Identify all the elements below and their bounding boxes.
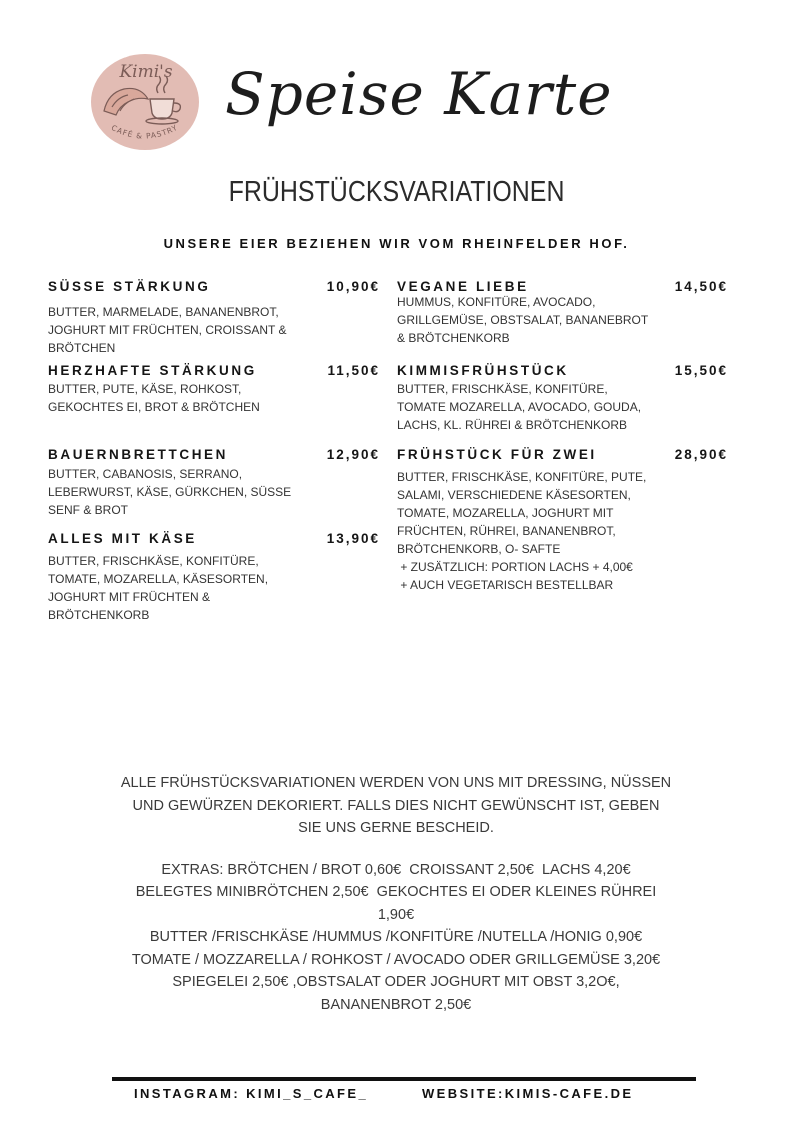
website-link[interactable]: WEBSITE:KIMIS-CAFE.DE bbox=[422, 1086, 634, 1101]
menu-item-description: BUTTER, PUTE, KÄSE, ROHKOST, GEKOCHTES EI, BROT & BRÖTCHEN bbox=[48, 382, 260, 414]
menu-script-title: Speise Karte bbox=[225, 60, 613, 128]
menu-item-name: HERZHAFTE STÄRKUNG bbox=[48, 363, 257, 378]
notes-line: ALLE FRÜHSTÜCKSVARIATIONEN WERDEN VON UNS MIT DRESSING, NÜSSEN bbox=[120, 775, 672, 791]
extras-line: BUTTER /FRISCHKÄSE /HUMMUS /KONFITÜRE /NUTELLA /HONIG 0,90€ bbox=[149, 929, 643, 945]
section-heading: FRÜHSTÜCKSVARIATIONEN bbox=[228, 176, 565, 208]
menu-item-price: 14,50€ bbox=[674, 279, 728, 294]
menu-item-description: BUTTER, FRISCHKÄSE, KONFITÜRE, PUTE, SALAMI, VERSCHIEDENE KÄSESORTEN, TOMATE, MOZARELLA, JOGHURT MIT FRÜCHTEN, RÜHREI, BANANENBROT, BRÖTCHENKORB, O- SAFTE + ZUSÄTZLICH: PORTION LACHS + 4,00€ + AUCH VEGETARISCH BESTELLBAR bbox=[397, 470, 647, 592]
menu-item-price: 11,50€ bbox=[327, 363, 380, 378]
menu-item-price: 13,90€ bbox=[326, 531, 380, 546]
instagram-handle: INSTAGRAM: KIMI_S_CAFE_ bbox=[134, 1086, 369, 1101]
menu-item-price: 15,50€ bbox=[674, 363, 728, 378]
extras-line: 1,90€ bbox=[377, 906, 415, 923]
extras-line: BELEGTES MINIBRÖTCHEN 2,50€ GEKOCHTES EI ODER KLEINES RÜHREI bbox=[135, 884, 657, 900]
extras-line: EXTRAS: BRÖTCHEN / BROT 0,60€ CROISSANT 2,50€ LACHS 4,20€ bbox=[161, 861, 631, 878]
menu-item-description: BUTTER, FRISCHKÄSE, KONFITÜRE, TOMATE MOZARELLA, AVOCADO, GOUDA, LACHS, KL. RÜHREI & BRÖTCHENKORB bbox=[397, 382, 642, 432]
menu-item-price: 12,90€ bbox=[326, 447, 380, 462]
notes-line: UND GEWÜRZEN DEKORIERT. FALLS DIES NICHT GEWÜNSCHT IST, GEBEN bbox=[132, 797, 660, 814]
menu-item-description: HUMMUS, KONFITÜRE, AVOCADO, GRILLGEMÜSE, OBSTSALAT, BANANEBROT & BRÖTCHENKORB bbox=[397, 295, 649, 345]
menu-item-description: BUTTER, MARMELADE, BANANENBROT, JOGHURT MIT FRÜCHTEN, CROISSANT & BRÖTCHEN bbox=[48, 305, 287, 355]
extras-line: BANANENBROT 2,50€ bbox=[320, 996, 472, 1013]
menu-item-name: ALLES MIT KÄSE bbox=[48, 531, 197, 546]
menu-item-name: SÜSSE STÄRKUNG bbox=[48, 279, 211, 294]
menu-item-name: VEGANE LIEBE bbox=[397, 279, 529, 294]
cafe-logo bbox=[90, 53, 200, 151]
menu-item-name: KIMMISFRÜHSTÜCK bbox=[397, 363, 569, 378]
notes-line: SIE UNS GERNE BESCHEID. bbox=[298, 820, 494, 836]
extras-line: SPIEGELEI 2,50€ ,OBSTSALAT ODER JOGHURT MIT OBST 3,2O€, bbox=[172, 974, 620, 990]
menu-item-name: FRÜHSTÜCK FÜR ZWEI bbox=[397, 447, 597, 462]
logo-tagline: CAFÉ & PASTRY bbox=[109, 122, 180, 141]
notes-block bbox=[96, 772, 696, 1016]
subtitle: UNSERE EIER BEZIEHEN WIR VOM RHEINFELDER HOF. bbox=[163, 236, 630, 251]
footer-divider bbox=[112, 1077, 696, 1081]
menu-item-description: BUTTER, FRISCHKÄSE, KONFITÜRE, TOMATE, MOZARELLA, KÄSESORTEN, JOGHURT MIT FRÜCHTEN & BRÖTCHENKORB bbox=[48, 554, 269, 622]
menu-item-description: BUTTER, CABANOSIS, SERRANO, LEBERWURST, KÄSE, GÜRKCHEN, SÜSSE SENF & BROT bbox=[48, 467, 292, 517]
logo-brand: Kimi's bbox=[119, 62, 173, 82]
menu-item-name: BAUERNBRETTCHEN bbox=[48, 447, 228, 462]
extras-line: TOMATE / MOZZARELLA / ROHKOST / AVOCADO ODER GRILLGEMÜSE 3,20€ bbox=[131, 951, 661, 968]
menu-item-price: 28,90€ bbox=[674, 447, 728, 462]
menu-item-price: 10,90€ bbox=[326, 279, 380, 294]
